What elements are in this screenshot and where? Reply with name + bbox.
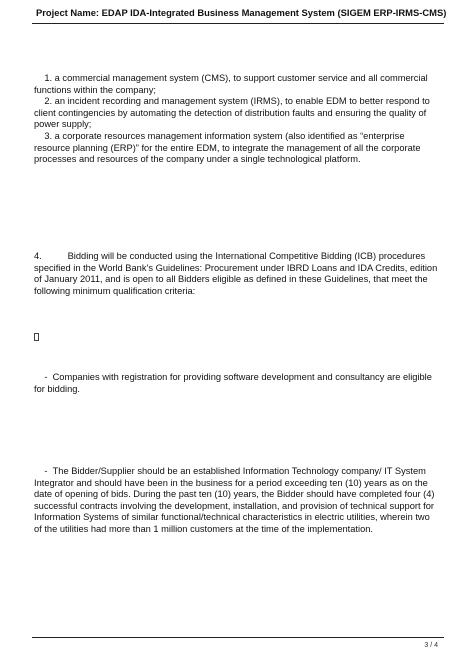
numbered-list xyxy=(34,73,440,166)
paragraph-4: 4. Bidding will be conducted using the International Competitive Bidding (ICB) procedures specified in the World Bank’s Guidelines: Procurement under IBRD Loans and IDA Credits, edition of January 2011, and is open to all Bidders eligible as defined in these Guidelines, that meet the following minimum qualification criteria: xyxy=(34,251,438,296)
criteria-item-experience: - The Bidder/Supplier should be an established Information Technology company/ IT System Integrator and should have been in the business for a period exceeding ten (10) years as on the date of opening of bids. During the past ten (10) years, the Bidder should have completed four (4) successful contracts involving the development, installation, and provision of technical support for Information Systems of similar functional/technical characteristics in electric utilities, wherein two of the utilities had more than 1 million customers at the time of the implementation. xyxy=(34,466,435,534)
list-item: 1. a commercial management system (CMS), to support customer service and all commercial functions within the company; xyxy=(34,73,428,95)
header-divider xyxy=(32,23,444,24)
footer-divider xyxy=(32,637,444,638)
placeholder-box-icon xyxy=(34,333,39,341)
missing-glyph-icon xyxy=(34,333,440,345)
criteria-item-registration: - Companies with registration for providing software development and consultancy are eligible for bidding. xyxy=(34,372,432,394)
page-number: 3 / 4 xyxy=(424,642,438,649)
document-header-title: Project Name: EDAP IDA-Integrated Business Management System (SIGEM ERP-IRMS-CMS) xyxy=(36,7,447,18)
list-item: 3. a corporate resources management information system (also identified as “enterprise resource planning (ERP)” for the entire EDM, to integrate the management of all the corporate processes and resources of the company under a single technological platform. xyxy=(34,130,421,165)
list-item: 2. an incident recording and management system (IRMS), to enable EDM to better respond to client contingencies by automating the detection of distribution faults and ensuring the quality of power supply; xyxy=(34,96,430,130)
